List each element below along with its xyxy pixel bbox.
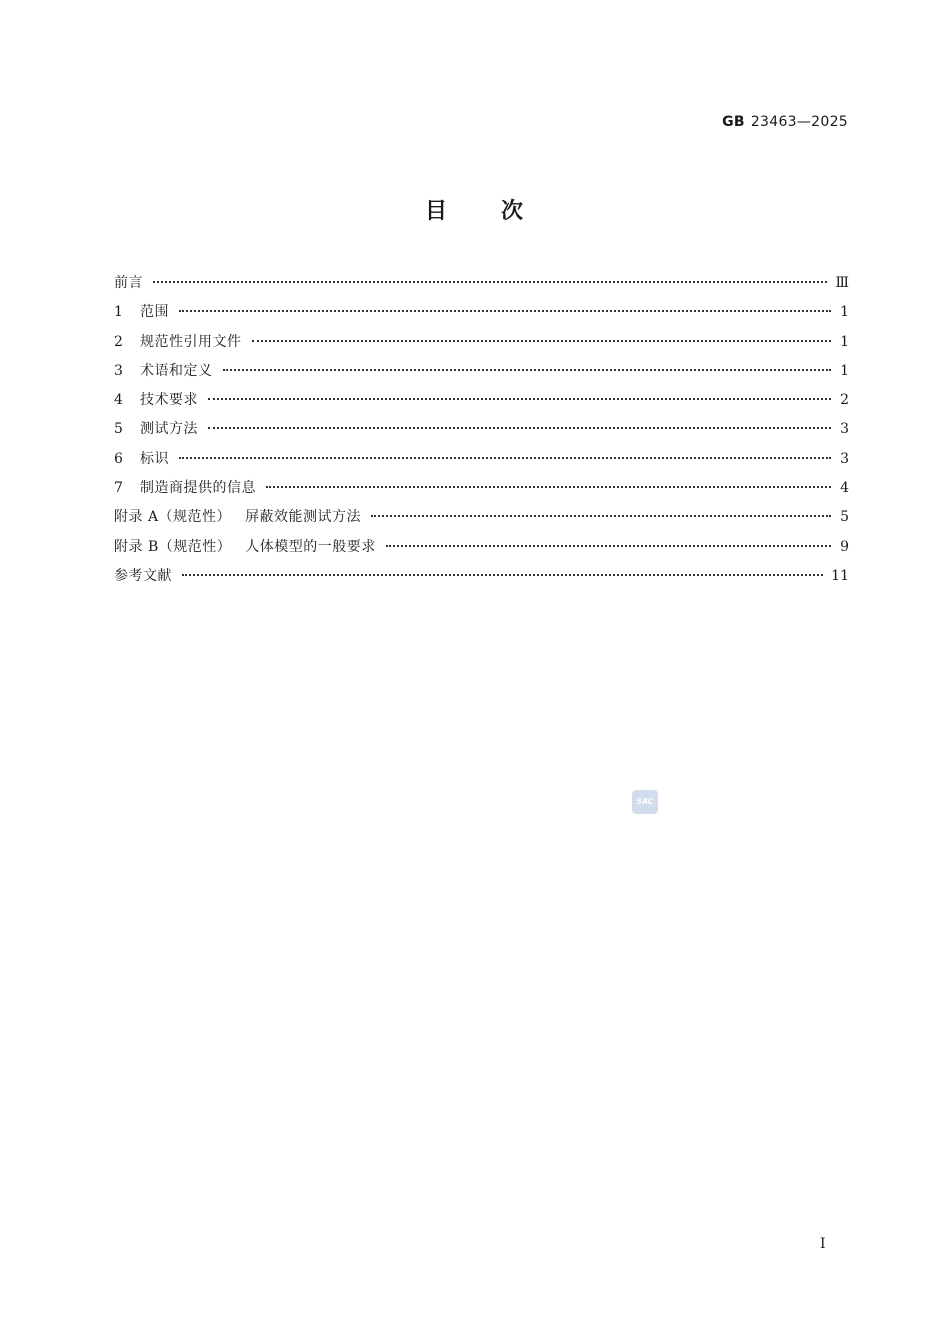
- toc-entry-terms-definitions[interactable]: [114, 360, 849, 389]
- toc-entry-label[interactable]: [114, 506, 361, 528]
- toc-entry-number: 1: [114, 304, 123, 321]
- toc-entry-page: 9: [840, 538, 849, 555]
- standard-number: 23463—2025: [750, 114, 848, 130]
- toc-dot-leader: [182, 574, 823, 576]
- toc-entry-page: 1: [840, 333, 849, 350]
- toc-entry-label[interactable]: 技术要求: [140, 392, 198, 409]
- toc-entry-number: 7: [114, 480, 123, 497]
- toc-entry-label[interactable]: 制造商提供的信息: [140, 480, 256, 497]
- toc-dot-leader: [208, 427, 831, 429]
- toc-entry-label[interactable]: 前言: [114, 275, 143, 291]
- title-char-2: 次: [501, 199, 526, 224]
- page-title: [0, 194, 950, 225]
- page-number: I: [820, 1236, 826, 1252]
- toc-entry-label[interactable]: [114, 536, 376, 558]
- toc-entry-manufacturer-info[interactable]: [114, 477, 849, 506]
- toc-dot-leader: [371, 515, 831, 517]
- toc-entry-annex-b[interactable]: [114, 536, 849, 565]
- toc-entry-number: 6: [114, 450, 123, 467]
- toc-entry-bibliography[interactable]: [114, 565, 849, 594]
- toc-dot-leader: [223, 369, 832, 371]
- toc-entry-foreword[interactable]: [114, 272, 849, 301]
- annex-title: 人体模型的一般要求: [245, 538, 376, 555]
- toc-dot-leader: [153, 281, 827, 283]
- toc-entry-page: 1: [840, 362, 849, 379]
- title-char-1: 目: [424, 199, 449, 224]
- standard-code: [722, 114, 848, 130]
- toc-entry-page: 5: [840, 509, 849, 526]
- toc-entry-number: 3: [114, 362, 123, 379]
- annex-title: 屏蔽效能测试方法: [245, 509, 362, 526]
- toc-entry-label[interactable]: 术语和定义: [140, 362, 213, 379]
- toc-entry-test-methods[interactable]: [114, 418, 849, 447]
- table-of-contents: [114, 272, 849, 594]
- toc-entry-label[interactable]: 参考文献: [114, 567, 172, 584]
- toc-dot-leader: [208, 398, 831, 400]
- toc-entry-label[interactable]: 范围: [140, 304, 169, 321]
- toc-entry-page: 3: [840, 421, 849, 438]
- toc-entry-scope[interactable]: [114, 301, 849, 330]
- toc-entry-page: 1: [840, 304, 849, 321]
- standard-prefix: GB: [722, 114, 745, 130]
- toc-dot-leader: [266, 486, 831, 488]
- toc-entry-normative-references[interactable]: [114, 331, 849, 360]
- toc-dot-leader: [179, 457, 831, 459]
- toc-entry-label[interactable]: 规范性引用文件: [140, 333, 242, 350]
- toc-entry-technical-requirements[interactable]: [114, 389, 849, 418]
- toc-dot-leader: [386, 545, 831, 547]
- sac-watermark-logo: SAC: [632, 790, 658, 814]
- toc-entry-number: 2: [114, 333, 123, 350]
- toc-entry-page: Ⅲ: [835, 275, 849, 291]
- toc-entry-label[interactable]: 测试方法: [140, 421, 198, 438]
- toc-entry-number: 5: [114, 421, 123, 438]
- toc-entry-annex-a[interactable]: [114, 506, 849, 535]
- toc-entry-page: 2: [840, 392, 849, 409]
- toc-entry-page: 4: [840, 480, 849, 497]
- toc-dot-leader: [252, 340, 832, 342]
- annex-designation: 附录 B（规范性）: [114, 538, 232, 555]
- toc-dot-leader: [179, 310, 831, 312]
- annex-designation: 附录 A（规范性）: [114, 509, 232, 526]
- toc-entry-page: 3: [840, 450, 849, 467]
- toc-entry-page: 11: [831, 567, 849, 584]
- toc-entry-number: 4: [114, 392, 123, 409]
- toc-entry-label[interactable]: 标识: [140, 450, 169, 467]
- toc-entry-marking[interactable]: [114, 448, 849, 477]
